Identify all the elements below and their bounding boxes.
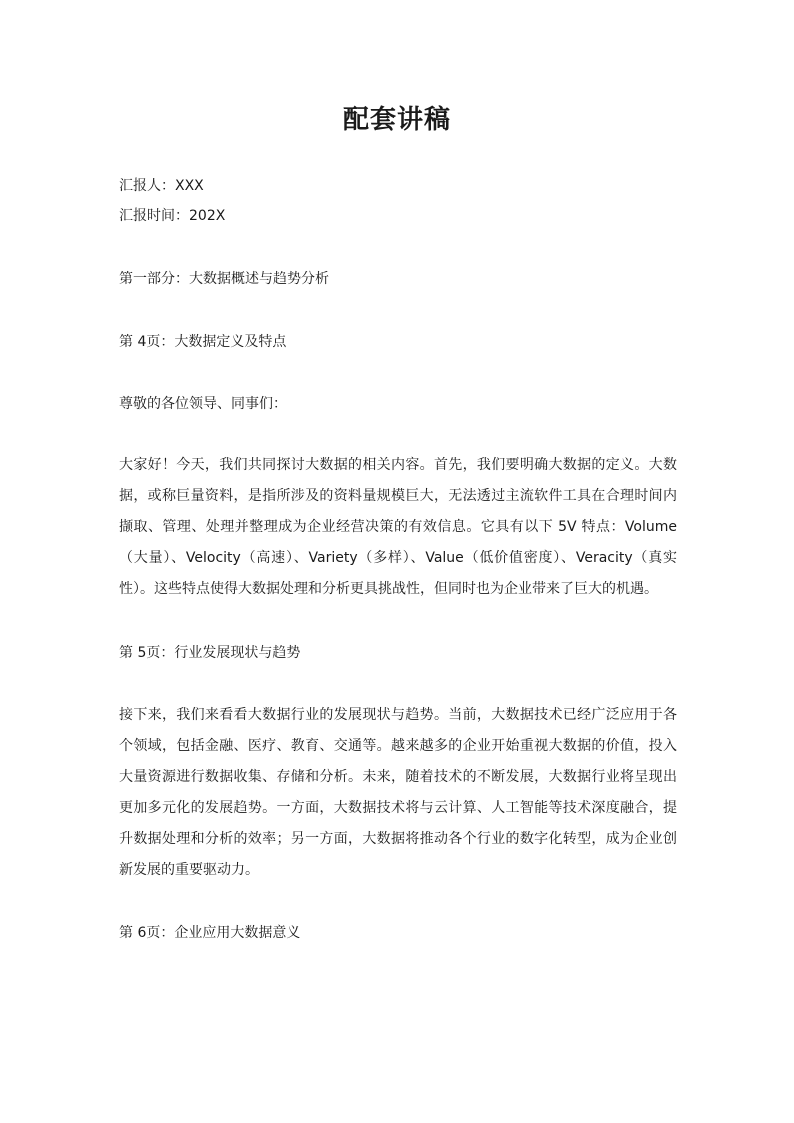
reporter-line: 汇报人：XXX — [119, 178, 204, 194]
page6-heading: 第 6页：企业应用大数据意义 — [119, 925, 301, 941]
page4-heading: 第 4页：大数据定义及特点 — [119, 334, 287, 350]
document-title: 配套讲稿 — [342, 105, 451, 135]
greeting-line: 尊敬的各位领导、同事们： — [119, 396, 287, 412]
page5-body-paragraph: 接下来，我们来看看大数据行业的发展现状与趋势。当前，大数据技术已经广泛应用于各个领域，包括金融、医疗、教育、交通等。越来越多的企业开始重视大数据的价值，投入大量资源进行数据收集、存储和分析。未来，随着技术的不断发展，大数据行业将呈现出更加多元化的发展趋势。一方面，大数据技术将与云计算、人工智能等技术深度融合，提升数据处理和分析的效率；另一方面，大数据将推动各个行业的数字化转型，成为企业创新发展的重要驱动力。 — [119, 707, 677, 878]
page5-heading: 第 5页：行业发展现状与趋势 — [119, 645, 301, 661]
part-heading: 第一部分：大数据概述与趋势分析 — [119, 271, 329, 287]
report-time-line: 汇报时间：202X — [119, 208, 226, 224]
page4-body-paragraph: 大家好！今天，我们共同探讨大数据的相关内容。首先，我们要明确大数据的定义。大数据，或称巨量资料，是指所涉及的资料量规模巨大，无法透过主流软件工具在合理时间内撷取、管理、处理并整理成为企业经营决策的有效信息。它具有以下 5V 特点：Volume（大量）、Velocity（高速）、Variety（多样）、Value（低价值密度）、Veracity（真实性）。这些特点使得大数据处理和分析更具挑战性，但同时也为企业带来了巨大的机遇。 — [119, 457, 677, 597]
